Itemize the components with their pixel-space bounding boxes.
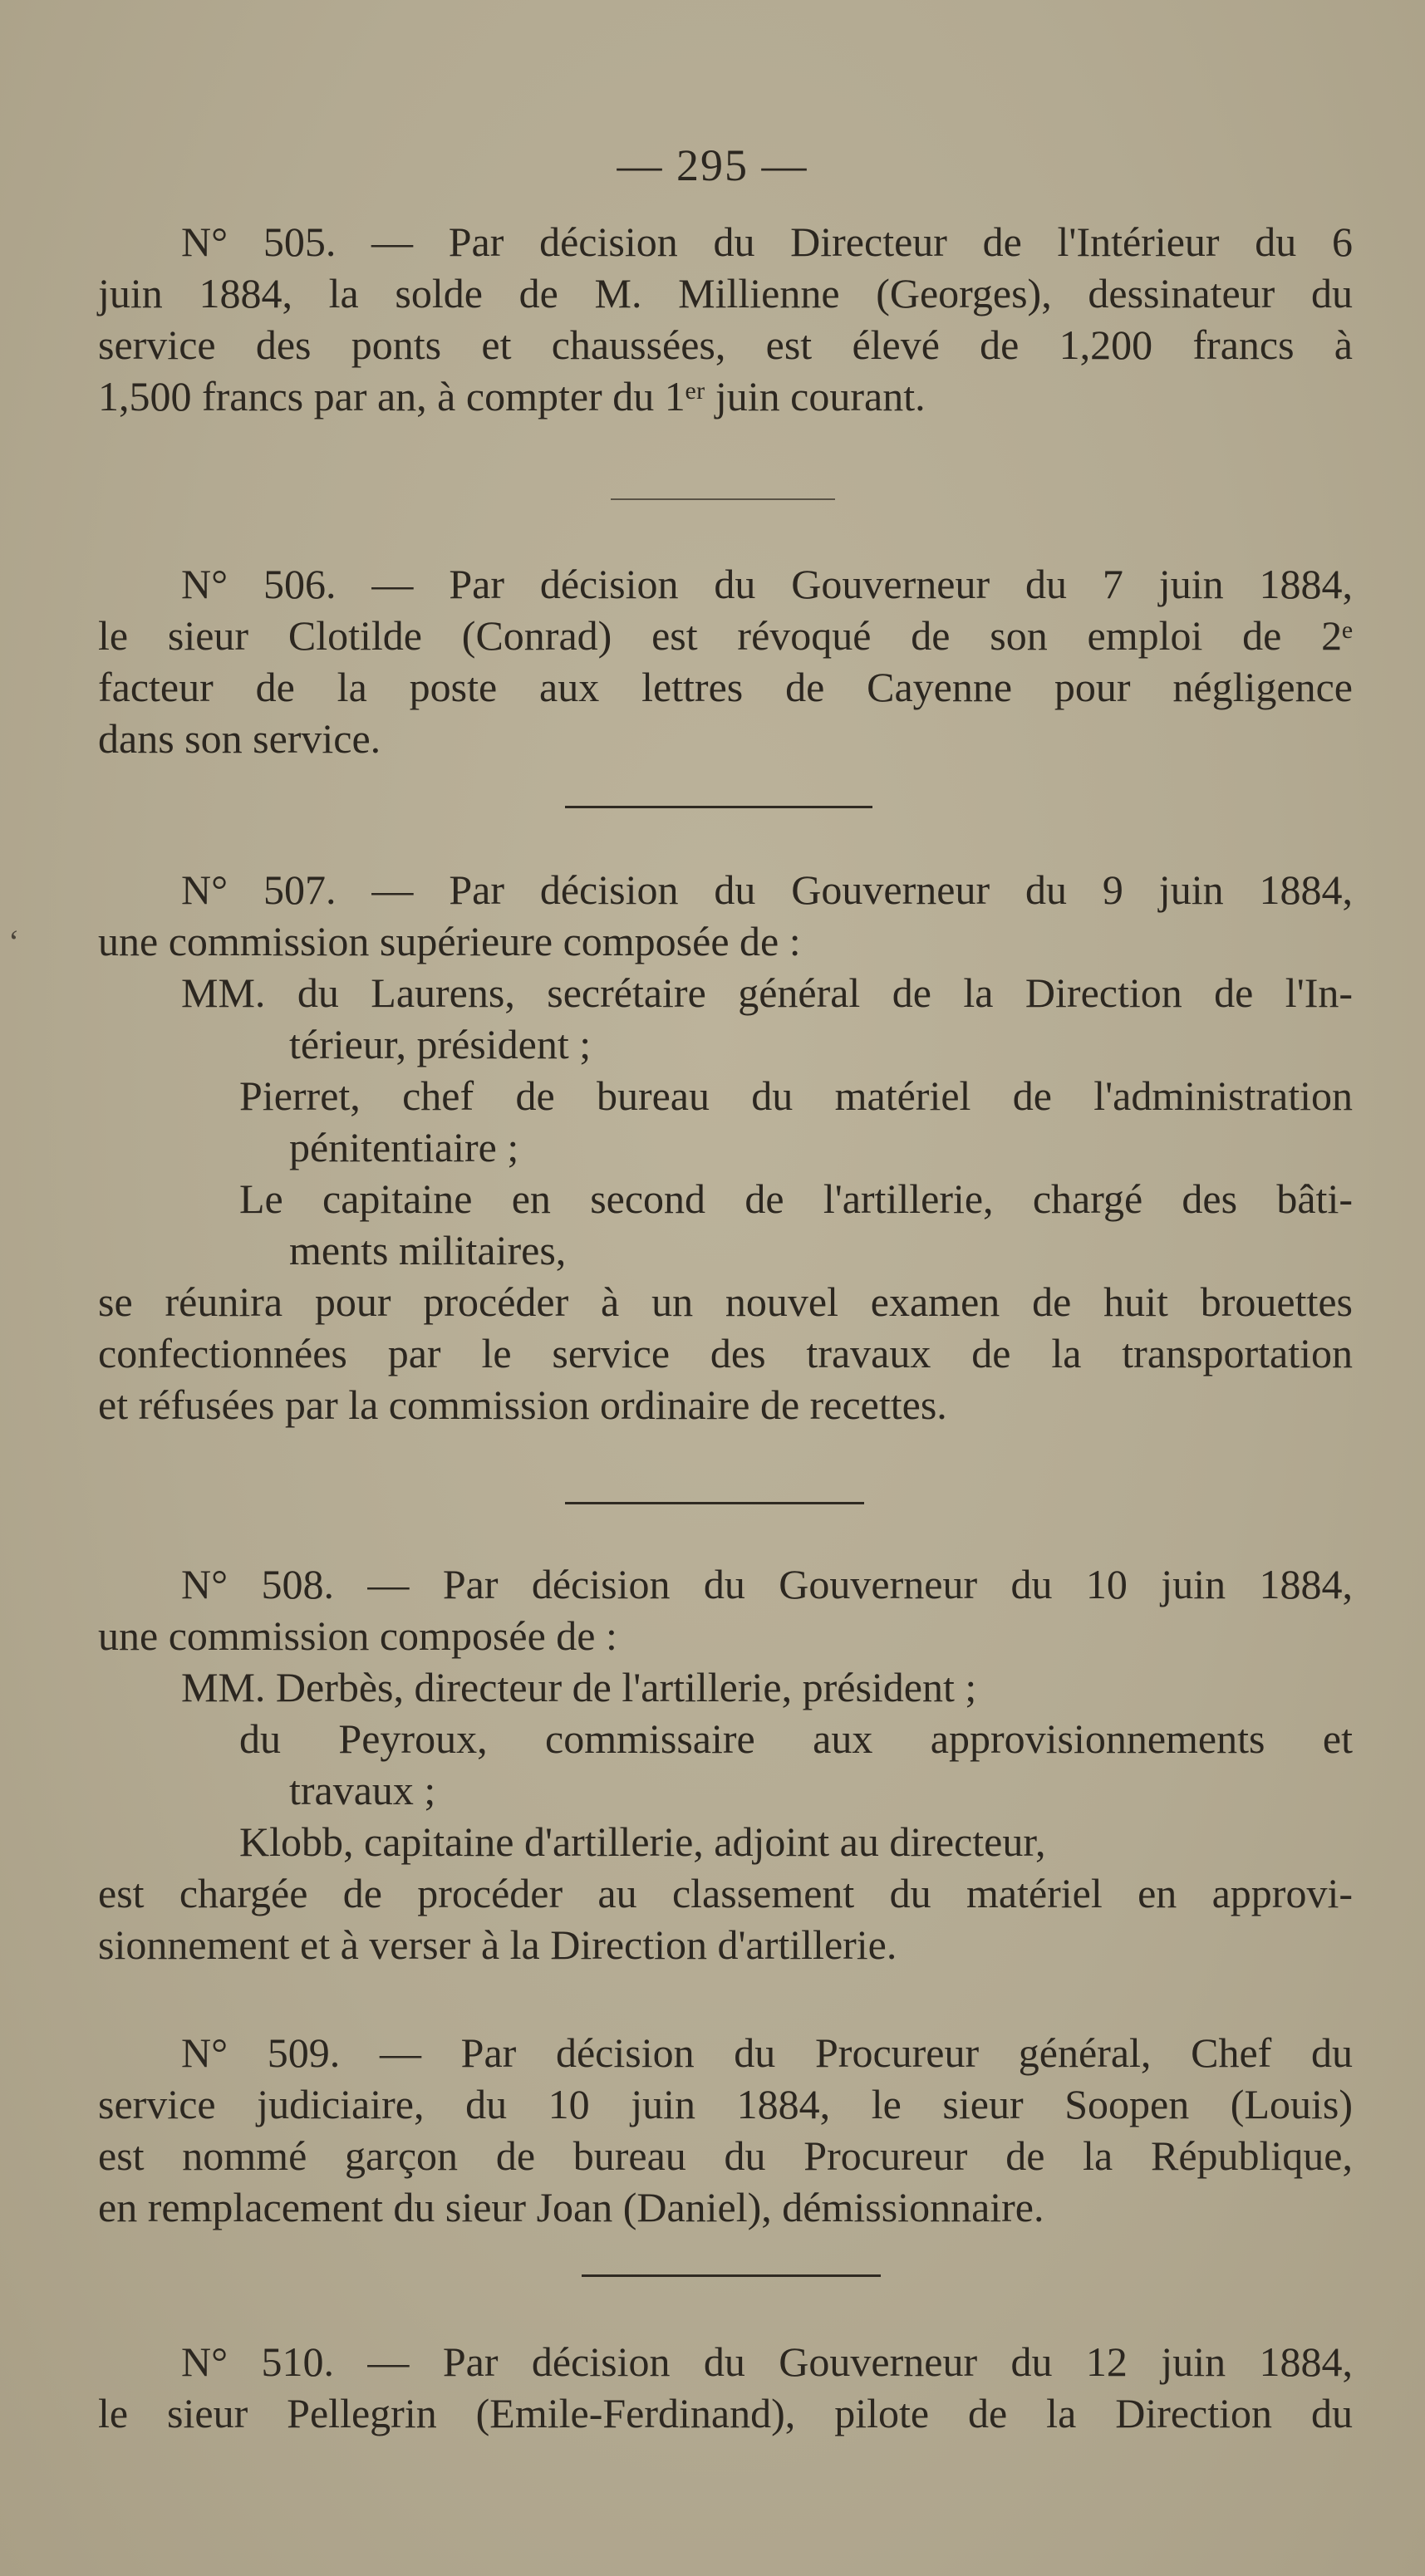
text-line: le sieur Clotilde (Conrad) est révoqué de son emploi de 2ᵉ bbox=[98, 612, 1353, 659]
text-line: confectionnées par le service des travaux de la transportation bbox=[98, 1330, 1353, 1376]
text-line: MM. Derbès, directeur de l'artillerie, président ; bbox=[181, 1664, 977, 1710]
text-line: travaux ; bbox=[289, 1767, 436, 1813]
text-line: sionnement et à verser à la Direction d'artillerie. bbox=[98, 1921, 897, 1968]
text-line: Klobb, capitaine d'artillerie, adjoint au directeur, bbox=[239, 1818, 1046, 1865]
margin-mark: ʻ bbox=[8, 923, 20, 960]
text-line: ments militaires, bbox=[289, 1227, 567, 1273]
text-line: N° 505. — Par décision du Directeur de l'Intérieur du 6 bbox=[181, 218, 1353, 265]
text-line: 1,500 francs par an, à compter du 1ᵉʳ juin courant. bbox=[98, 373, 926, 420]
text-line: et réfusées par la commission ordinaire de recettes. bbox=[98, 1381, 947, 1428]
text-line: service judiciaire, du 10 juin 1884, le sieur Soopen (Louis) bbox=[98, 2081, 1353, 2127]
text-line: le sieur Pellegrin (Emile-Ferdinand), pilote de la Direction du bbox=[98, 2390, 1353, 2436]
text-line: facteur de la poste aux lettres de Cayenne pour négligence bbox=[98, 664, 1353, 710]
text-line: est chargée de procéder au classement du matériel en approvi- bbox=[98, 1870, 1353, 1916]
text-line: térieur, président ; bbox=[289, 1021, 592, 1067]
text-line: du Peyroux, commissaire aux approvisionnements et bbox=[239, 1715, 1353, 1762]
text-line: MM. du Laurens, secrétaire général de la Direction de l'In- bbox=[181, 969, 1353, 1016]
text-line: N° 508. — Par décision du Gouverneur du 10 juin 1884, bbox=[181, 1561, 1353, 1607]
text-line: Pierret, chef de bureau du matériel de l'administration bbox=[239, 1072, 1353, 1119]
text-line: juin 1884, la solde de M. Millienne (Georges), dessinateur du bbox=[98, 270, 1353, 316]
text-line: pénitentiaire ; bbox=[289, 1124, 519, 1170]
text-line: N° 507. — Par décision du Gouverneur du 9 juin 1884, bbox=[181, 866, 1353, 913]
page-number: — 295 — bbox=[617, 140, 808, 190]
entry-508 bbox=[98, 1558, 1353, 1970]
entry-510 bbox=[98, 2336, 1353, 2439]
text-line: est nommé garçon de bureau du Procureur de la République, bbox=[98, 2132, 1353, 2179]
text-line: N° 506. — Par décision du Gouverneur du 7 juin 1884, bbox=[181, 561, 1353, 607]
text-line: en remplacement du sieur Joan (Daniel), démissionnaire. bbox=[98, 2184, 1044, 2230]
entry-507 bbox=[98, 864, 1353, 1430]
entry-505 bbox=[98, 216, 1353, 422]
text-line: N° 510. — Par décision du Gouverneur du 12 juin 1884, bbox=[181, 2338, 1353, 2385]
text-line: une commission composée de : bbox=[98, 1612, 617, 1659]
separator-rule bbox=[565, 1502, 864, 1504]
entry-506 bbox=[98, 558, 1353, 764]
text-line: Le capitaine en second de l'artillerie, chargé des bâti- bbox=[239, 1175, 1353, 1222]
separator-rule bbox=[565, 806, 872, 808]
text-line: N° 509. — Par décision du Procureur général, Chef du bbox=[181, 2029, 1353, 2076]
separator-rule bbox=[582, 2274, 881, 2277]
entry-509 bbox=[98, 2027, 1353, 2233]
text-line: une commission supérieure composée de : bbox=[98, 918, 801, 964]
text-line: service des ponts et chaussées, est élevé de 1,200 francs à bbox=[98, 321, 1353, 368]
separator-rule bbox=[611, 498, 835, 500]
text-line: se réunira pour procéder à un nouvel examen de huit brouettes bbox=[98, 1278, 1353, 1325]
text-line: dans son service. bbox=[98, 715, 381, 762]
